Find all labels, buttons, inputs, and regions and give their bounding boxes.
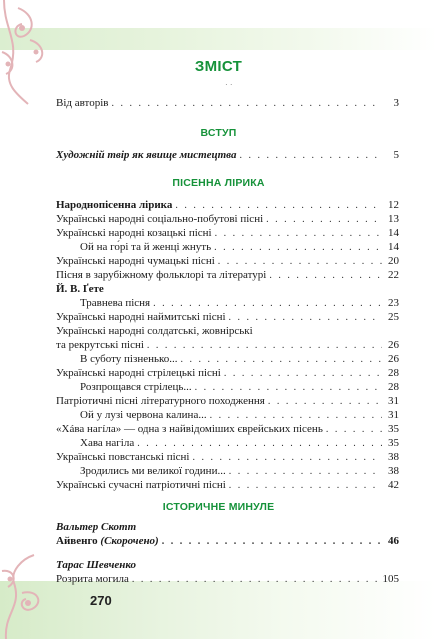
toc-entry[interactable]: Українські народні наймитські пісні . . . 25 — [56, 310, 399, 324]
toc-entry[interactable]: Пісня в зарубіжному фольклорі та літературі . . . 22 — [56, 268, 399, 282]
toc-entry[interactable]: Розрита могила . . . 105 — [56, 572, 399, 586]
section-heading-lirika: ПІСЕННА ЛІРИКА — [172, 177, 265, 189]
toc-entry[interactable]: Травнева пісня . . . 23 — [56, 296, 399, 310]
toc-entry-subtitle: (Скорочено) — [100, 535, 159, 547]
toc-entry[interactable]: Українські повстанські пісні . . . 38 — [56, 450, 399, 464]
toc-entry[interactable]: Айвенго (Скорочено) . . . 46 — [56, 534, 399, 548]
section-heading-istorychne: ІСТОРИЧНЕ МИНУЛЕ — [162, 501, 275, 513]
floral-ornament-icon — [0, 0, 58, 110]
bottom-decorative-band — [0, 581, 437, 639]
toc-entry[interactable]: Українські народні соціально-побутові пісні . . . 13 — [56, 212, 399, 226]
dots-mark: · · — [225, 80, 233, 89]
toc-entry[interactable]: Народнопісенна лірика . . . 12 — [56, 198, 399, 212]
toc-entry[interactable]: Ой на го́рі та й женці жнуть . . . 14 — [56, 240, 399, 254]
section-heading-vstup: ВСТУП — [200, 127, 237, 139]
toc-entry[interactable]: Українські народні козацькі пісні . . . 14 — [56, 226, 399, 240]
author-name: Й. В. Ґете — [56, 283, 104, 295]
toc-entry[interactable]: Від авторів . . . 3 — [56, 96, 399, 110]
author-name: Вальтер Скотт — [56, 521, 137, 533]
toc-entry-line: Українські народні солдатські, жовнірські — [56, 325, 253, 337]
toc-entry[interactable]: Художній твір як явище мистецтва . . . 5 — [56, 148, 399, 162]
top-decorative-band — [0, 28, 437, 50]
toc-entry[interactable]: Ой у лузі червона калина... . . . 31 — [56, 408, 399, 422]
toc-entry[interactable]: Хава нагіла . . . 35 — [56, 436, 399, 450]
toc-entry[interactable]: Зродились ми великої години... . . . 38 — [56, 464, 399, 478]
toc-entry[interactable]: В суботу пізненько... . . . 26 — [56, 352, 399, 366]
page-title: ЗМІСТ — [194, 58, 243, 75]
toc-entry[interactable]: Українські народні чумацькі пісні . . . 20 — [56, 254, 399, 268]
page-number: 270 — [90, 593, 112, 608]
floral-ornament-bottom-icon — [0, 549, 60, 639]
author-name: Тарас Шевченко — [56, 559, 137, 571]
toc-entry[interactable]: та рекрутські пісні . . . 26 — [56, 338, 399, 352]
toc-entry[interactable]: Українські сучасні патріотичні пісні . . . 42 — [56, 478, 399, 492]
toc-entry[interactable]: Розпрощався стрілець... . . . 28 — [56, 380, 399, 394]
toc-entry[interactable]: Українські народні стрілецькі пісні . . . 28 — [56, 366, 399, 380]
toc-entry[interactable]: «Хáва нагíла» — одна з найвідоміших єврейських пісень . . . 35 — [56, 422, 399, 436]
toc-entry[interactable]: Патріотичні пісні літературного походження . . . 31 — [56, 394, 399, 408]
